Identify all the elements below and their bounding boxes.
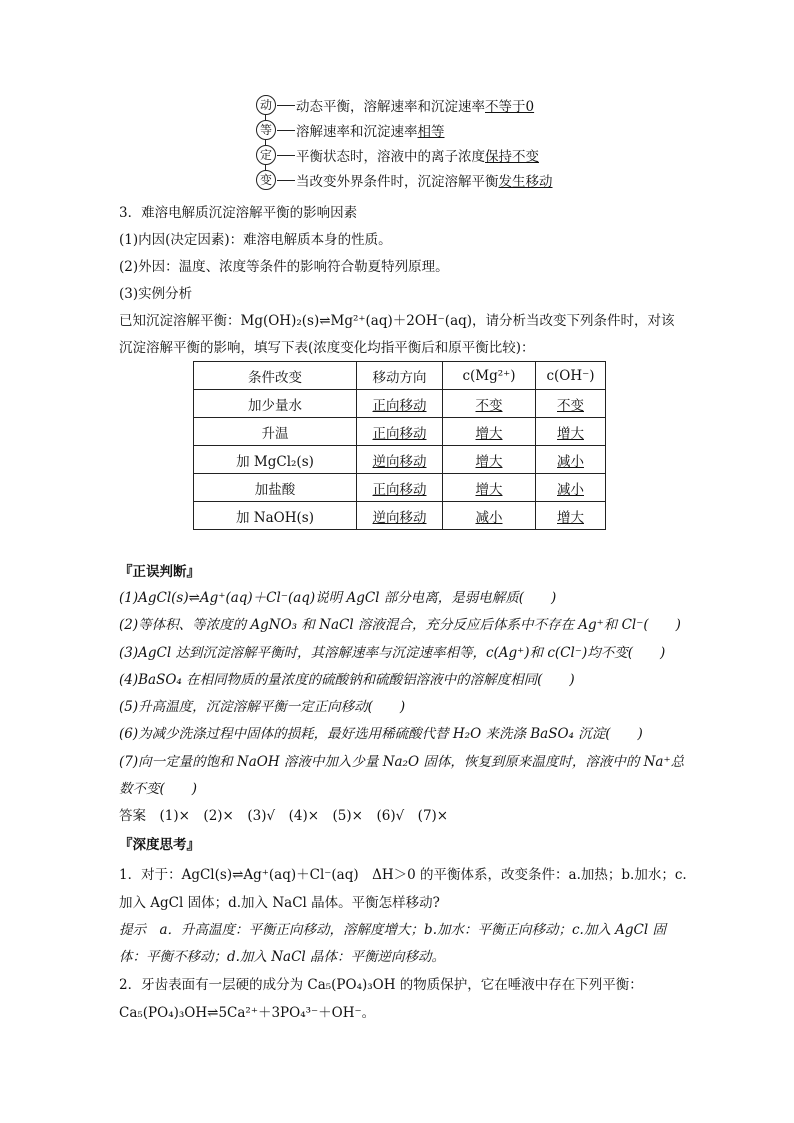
table-header-row (194, 362, 606, 390)
table-cell: 减小 (536, 446, 606, 474)
feature-text: 平衡状态时，溶液中的离子浓度 (296, 149, 485, 165)
feature-keyword: 不等于0 (485, 99, 535, 115)
judge-item-7-line2: 数不变( ) (119, 781, 198, 797)
judge-item-1: (1)AgCl(s)⇌Ag⁺(aq)＋Cl⁻(aq)说明 AgCl 部分电离，是弱电解质( ) (119, 590, 557, 606)
feature-dash (277, 105, 295, 106)
table-cell: 增大 (536, 418, 606, 446)
table-cell: 正向移动 (357, 390, 443, 418)
table-cell: 逆向移动 (357, 502, 443, 530)
feature-char-circle: 变 (256, 170, 276, 190)
feature-dash (277, 180, 295, 181)
example-intro-line1: 已知沉淀溶解平衡：Mg(OH)₂(s)⇌Mg²⁺(aq)＋2OH⁻(aq)，请分析当改变下列条件时，对该 (119, 313, 675, 329)
table-row (194, 418, 606, 446)
table-cell: 减小 (443, 502, 536, 530)
table-cell: 增大 (443, 418, 536, 446)
feature-keyword: 发生移动 (498, 174, 553, 190)
judge-answer: 答案 (1)× (2)× (3)√ (4)× (5)× (6)√ (7)× (119, 808, 449, 824)
table-row (194, 390, 606, 418)
table-row (194, 446, 606, 474)
judge-item-2: (2)等体积、等浓度的 AgNO₃ 和 NaCl 溶液混合，充分反应后体系中不存在 Ag⁺和 Cl⁻( ) (119, 617, 681, 633)
judge-item-3: (3)AgCl 达到沉淀溶解平衡时，其溶解速率与沉淀速率相等，c(Ag⁺)和 c(Cl⁻)均不变( ) (119, 645, 666, 661)
judge-item-6: (6)为减少洗涤过程中固体的损耗，最好选用稀硫酸代替 H₂O 来洗涤 BaSO₄ 沉淀( ) (119, 726, 643, 742)
table-cell: 正向移动 (357, 418, 443, 446)
table-cell: 逆向移动 (357, 446, 443, 474)
table-cell: 加 MgCl₂(s) (194, 446, 357, 474)
table-cell: 加盐酸 (194, 474, 357, 502)
example-intro-line2: 沉淀溶解平衡的影响，填写下表(浓度变化均指平衡后和原平衡比较)： (119, 340, 535, 356)
feature-char-circle: 动 (256, 95, 276, 115)
table-cell: 不变 (536, 390, 606, 418)
outer-factor: (2)外因：温度、浓度等条件的影响符合勒夏特列原理。 (119, 259, 449, 275)
table-header-cell: 移动方向 (357, 362, 443, 390)
feature-fixed (256, 144, 539, 166)
feature-change (256, 169, 553, 191)
question-1-line2: 加入 AgCl 固体；d.加入 NaCl 晶体。平衡怎样移动? (119, 895, 440, 911)
table-cell: 不变 (443, 390, 536, 418)
judge-item-4: (4)BaSO₄ 在相同物质的量浓度的硫酸钠和硫酸铝溶液中的溶解度相同( ) (119, 672, 575, 688)
table-cell: 增大 (536, 502, 606, 530)
table-header-cell: c(Mg²⁺) (443, 362, 536, 390)
question-2-line1: 2．牙齿表面有一层硬的成分为 Ca₅(PO₄)₃OH 的物质保护，它在唾液中存在下列平衡： (119, 977, 643, 993)
table-cell: 增大 (443, 446, 536, 474)
factor-table (193, 361, 606, 530)
question-1-line1: 1．对于：AgCl(s)⇌Ag⁺(aq)＋Cl⁻(aq) ΔH＞0 的平衡体系，改变条件：a.加热；b.加水；c. (119, 867, 687, 883)
table-row (194, 502, 606, 530)
feature-char-circle: 定 (256, 145, 276, 165)
judge-heading: 『正误判断』 (119, 564, 200, 580)
table-cell: 升温 (194, 418, 357, 446)
feature-keyword: 相等 (417, 124, 445, 140)
example-heading: (3)实例分析 (119, 286, 193, 302)
feature-text: 当改变外界条件时，沉淀溶解平衡 (296, 174, 499, 190)
table-cell: 加 NaOH(s) (194, 502, 357, 530)
hint-line2: 体：平衡不移动；d.加入 NaCl 晶体：平衡逆向移动。 (119, 949, 446, 965)
feature-text: 溶解速率和沉淀速率 (296, 124, 418, 140)
hint-line1: 提示 a．升高温度：平衡正向移动，溶解度增大；b.加水：平衡正向移动；c.加入 AgCl 固 (119, 922, 666, 938)
table-cell: 减小 (536, 474, 606, 502)
feature-equal (256, 119, 445, 141)
feature-dash (277, 130, 295, 131)
table-header-cell: 条件改变 (194, 362, 357, 390)
judge-item-7-line1: (7)向一定量的饱和 NaOH 溶液中加入少量 Na₂O 固体，恢复到原来温度时，溶液中的 Na⁺总 (119, 754, 685, 770)
question-2-line2: Ca₅(PO₄)₃OH⇌5Ca²⁺＋3PO₄³⁻＋OH⁻。 (119, 1005, 376, 1021)
section-title: 3．难溶电解质沉淀溶解平衡的影响因素 (119, 205, 358, 221)
table-cell: 增大 (443, 474, 536, 502)
inner-factor: (1)内因(决定因素)：难溶电解质本身的性质。 (119, 232, 392, 248)
table-cell: 正向移动 (357, 474, 443, 502)
feature-text: 动态平衡，溶解速率和沉淀速率 (296, 99, 485, 115)
judge-item-5: (5)升高温度，沉淀溶解平衡一定正向移动( ) (119, 699, 406, 715)
think-heading: 『深度思考』 (119, 837, 200, 853)
table-row (194, 474, 606, 502)
table-header-cell: c(OH⁻) (536, 362, 606, 390)
feature-char-circle: 等 (256, 120, 276, 140)
feature-keyword: 保持不变 (485, 149, 539, 165)
table-cell: 加少量水 (194, 390, 357, 418)
feature-dynamic (256, 94, 534, 116)
feature-dash (277, 155, 295, 156)
